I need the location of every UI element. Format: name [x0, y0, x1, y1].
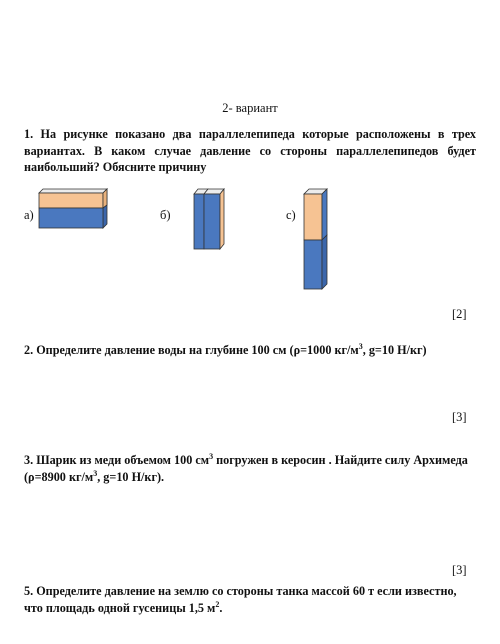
- question-3-line-1-sup: 3: [209, 451, 214, 461]
- question-3-line-2-main: (ρ=8900 кг/м: [24, 469, 94, 484]
- figure-label-c: с): [286, 208, 296, 222]
- variant-heading: 2- вариант: [222, 101, 278, 115]
- figure-a-horizontal-blocks: [36, 186, 110, 230]
- question-5-line-2: [24, 600, 476, 617]
- question-3-line-1-main: 3. Шарик из меди объемом 100 см: [24, 453, 210, 467]
- question-3-line-2: [24, 469, 476, 486]
- question-2-sup: 3: [358, 341, 363, 351]
- figure-label-b: б): [160, 208, 171, 222]
- question-3-line-2-sup: 3: [93, 468, 98, 478]
- question-3-line-1: [24, 452, 476, 469]
- question-2-text: [24, 342, 476, 359]
- question-1-score: [2]: [452, 307, 467, 321]
- question-2-tail: , g=10 Н/кг): [362, 343, 427, 357]
- question-3-text: [24, 452, 476, 485]
- question-5-line-2-sup: 2: [215, 599, 220, 609]
- question-5-line-2-tail: .: [219, 600, 223, 615]
- question-1-text: 1. На рисунке показано два параллелепипеда которые расположены в трех вариантах. В каком случае давление со стороны параллелепипедов будет наибольший? Обясните причину: [24, 127, 476, 174]
- question-2-score: [3]: [452, 410, 467, 424]
- question-3-score: [3]: [452, 563, 467, 577]
- question-5-line-1: 5. Определите давление на землю со стороны танка массой 60 т если известно,: [24, 584, 457, 598]
- question-3-line-2-tail: , g=10 Н/кг).: [97, 469, 165, 484]
- question-5-line-2-main: что площадь одной гусеницы 1,5 м: [24, 600, 216, 615]
- figure-b-side-by-side-blocks: [190, 186, 234, 252]
- question-3-line-1-tail: погружен в керосин . Найдите силу Архимеда: [213, 453, 468, 467]
- figure-label-a: а): [24, 208, 34, 222]
- figure-c-stacked-blocks: [300, 186, 332, 292]
- question-5-text: [24, 583, 476, 616]
- question-2-main: 2. Определите давление воды на глубине 100 см (ρ=1000 кг/м: [24, 343, 359, 357]
